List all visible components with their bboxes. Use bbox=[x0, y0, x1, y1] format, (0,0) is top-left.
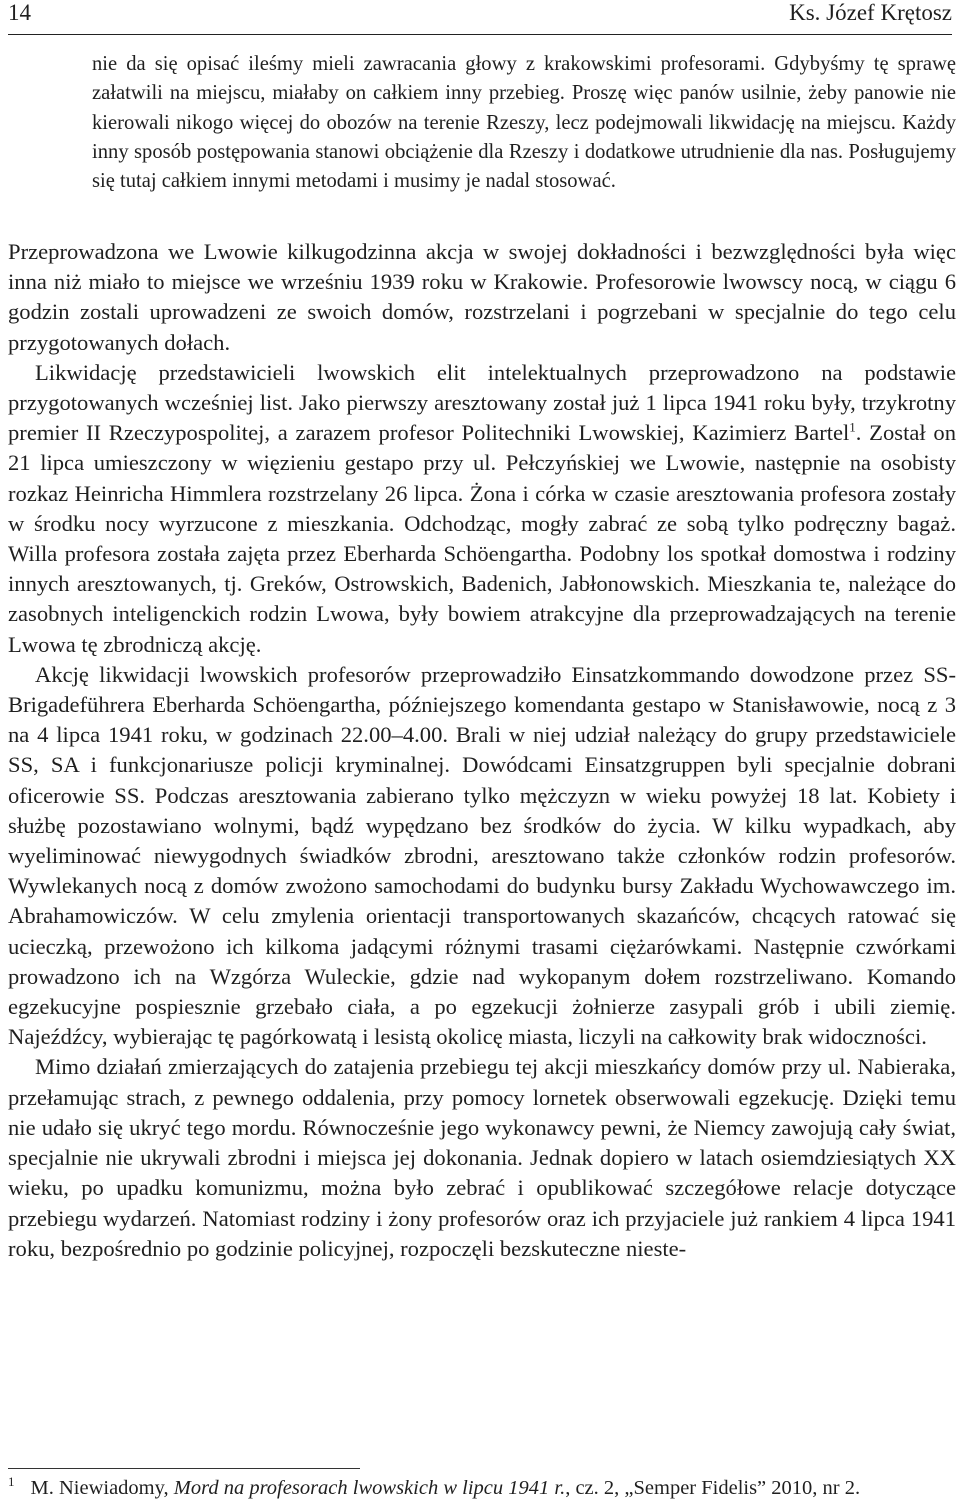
paragraph-2-part-a: Likwidację przedstawicieli lwowskich elit intelektualnych przeprowadzono na podstawie przygotowanych wcześniej list. Jako pierwszy aresztowany został już 1 lipca 1941 roku były, trzykrotny premier II Rzeczypospolitej, a zarazem profesor Politechniki Lwowskiej, Kazimierz Bartel bbox=[8, 359, 956, 446]
paragraph-1: Przeprowadzona we Lwowie kilkugodzinna akcja w swojej dokładności i bezwzględności była więc inna niż miało to miejsce we wrześniu 1939 roku w Krakowie. Profesorowie lwowscy nocą, w ciągu 6 godzin zostali uprowadzeni ze swoich domów, rozstrzelani i pogrzebani w specjalnie do tego celu przygotowanych dołach. bbox=[8, 239, 956, 355]
body-text bbox=[8, 237, 956, 1264]
paragraph-4: Mimo działań zmierzających do zatajenia przebiegu tej akcji mieszkańcy domów przy ul. Nabieraka, przełamując strach, z pewnego oddalenia, przy pomocy lornetek obserwowali egzekucję. Dzięki temu nie udało się ukryć tego mordu. Równocześnie jego wykonawcy pewni, że Niemcy zawojują cały świat, specjalnie nie ukrywali zbrodni i miejsca jej dokonania. Jednak dopiero w latach osiemdziesiątych XX wieku, po upadku komunizmu, można było zebrać i opublikować szczegółowe relacje dotyczące przebiegu wydarzeń. Natomiast rodziny i żony profesorów oraz ich przyjaciele już rankiem 4 lipca 1941 roku, bezpośrednio po godzinie policyjnej, rozpoczęli bezskuteczne nieste- bbox=[8, 1054, 956, 1261]
footnote-text-b: , cz. 2, „Semper Fidelis” 2010, nr 2. bbox=[565, 1477, 861, 1499]
footnote-divider bbox=[8, 1468, 360, 1469]
footnote-reference[interactable]: 1 bbox=[849, 419, 856, 435]
page-header bbox=[8, 0, 952, 35]
page-number: 14 bbox=[8, 0, 31, 25]
block-quote: nie da się opisać ileśmy mieli zawracania głowy z krakowskimi profesorami. Gdybyśmy tę sprawę załatwili na miejscu, miałaby on całkiem inny przebieg. Proszę więc panów usilnie, żeby panowie nie kierowali nikogo więcej do obozów na terenie Rzeszy, lecz podejmowali likwidację na miejscu. Każdy inny sposób postępowania stanowi obciążenie dla Rzeszy i dodatkowe utrudnienie dla nas. Posługujemy się tutaj całkiem innymi metodami i musimy je nadal stosować. bbox=[92, 53, 956, 193]
running-head-author: Ks. Józef Krętosz bbox=[789, 0, 952, 25]
footnote-marker: 1 bbox=[8, 1474, 15, 1490]
paragraph-2 bbox=[8, 358, 956, 660]
paragraph-3: Akcję likwidacji lwowskich profesorów przeprowadziło Einsatzkommando dowodzone przez SS-Brigadeführera Eberharda Schöengartha, późniejszego komendanta gestapo w Stanisławowie, nocą z 3 na 4 lipca 1941 roku, w godzinach 22.00–4.00. Brali w niej udział należący do grupy przedstawiciele SS, SA i funkcjonariusze policji kryminalnej. Dowódcami Einsatzgruppen byli specjalnie dobrani oficerowie SS. Podczas aresztowania zabierano tylko mężczyzn w wieku powyżej 18 lat. Kobiety i służbę pozostawiano wolnymi, bądź wypędzano bez środków do życia. W kilku wypadkach, aby wyeliminować niewygodnych świadków zbrodni, aresztowano także członków rodzin profesorów. Wywlekanych nocą z domów zwożono samochodami do budynku bursy Zakładu Wychowawczego im. Abrahamowiczów. W celu zmylenia orientacji transportowanych skazańców, chcących ratować się ucieczką, przewożono ich kilkoma jadącymi różnymi trasami ciężarówkami. Następnie czwórkami prowadzono ich na Wzgórza Wuleckie, gdzie nad wykopanym dołem rozstrzeliwano. Komando egzekucyjne pospiesznie grzebało ciała, a po egzekucji żołnierze zasypali grób i ubili ziemię. Najeźdźcy, wybierając tę pagórkowatą i lesistą okolicę miasta, liczyli na całkowity brak widoczności. bbox=[8, 661, 956, 1050]
footnote-text-a: M. Niewiadomy, bbox=[30, 1477, 174, 1499]
paragraph-2-part-b: . Został on 21 lipca umieszczony w więzieniu gestapo przy ul. Pełczyńskiej we Lwowie, następnie na osobisty rozkaz Heinricha Himmlera rozstrzelany 26 lipca. Żona i córka w czasie aresztowania profesora zostały w środku nocy wyrzucone z mieszkania. Odchodząc, mogły zabrać ze sobą tylko podręczny bagaż. Willa profesora została zajęta przez Eberharda Schöengartha. Podobny los spotkał domostwa i rodziny innych aresztowanych, tj. Greków, Ostrowskich, Badenich, Jabłonowskich. Mieszkania te, należące do zasobnych inteligenckich rodzin Lwowa, były bowiem atrakcyjne dla przeprowadzających na terenie Lwowa tę zbrodniczą akcję. bbox=[8, 420, 956, 657]
footnote-title: Mord na profesorach lwowskich w lipcu 1941 r. bbox=[173, 1477, 566, 1499]
footnote bbox=[8, 1474, 956, 1502]
